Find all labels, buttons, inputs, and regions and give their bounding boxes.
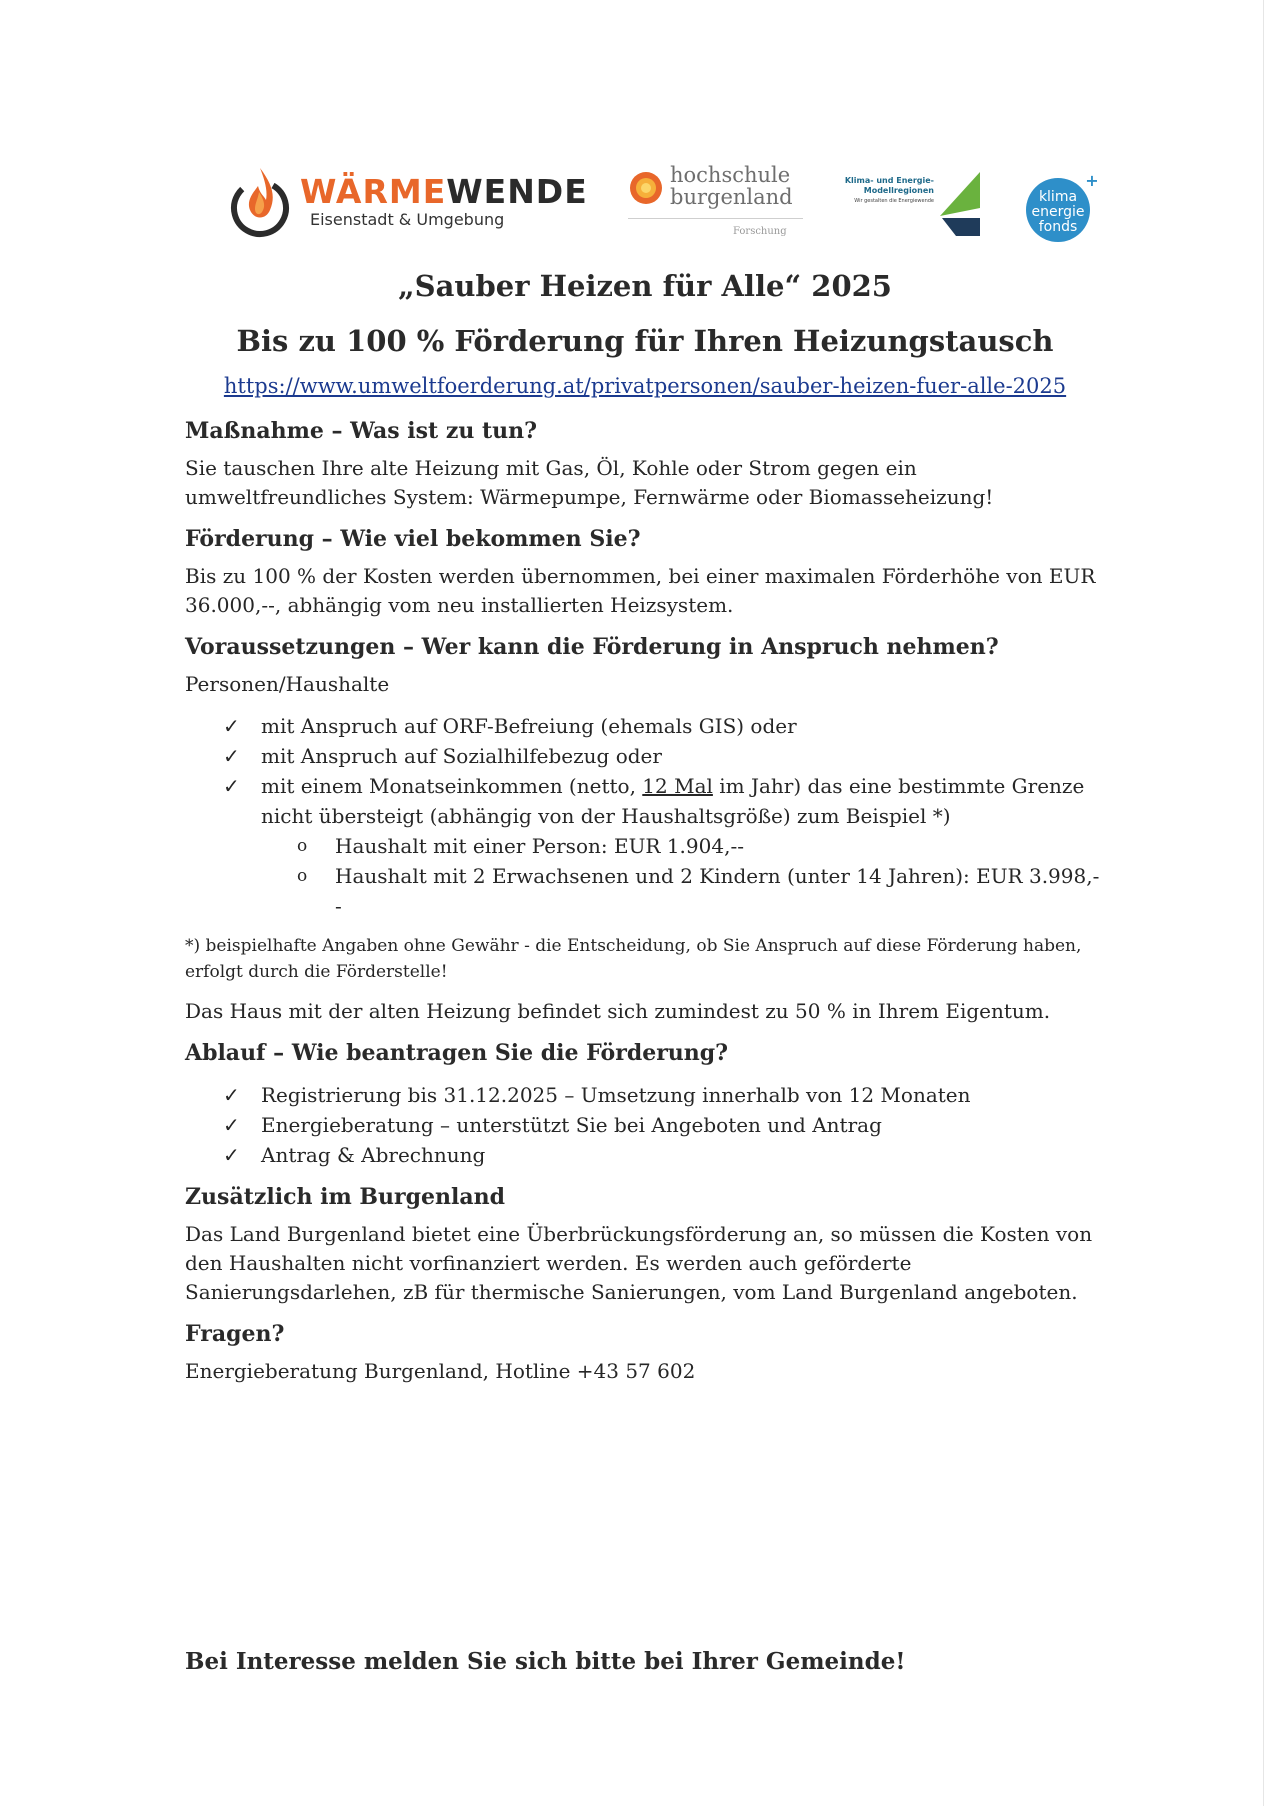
ablauf-step-2: Energieberatung – unterstützt Sie bei Angeboten und Antrag (261, 1113, 882, 1137)
massnahme-heading: Maßnahme – Was ist zu tun? (185, 418, 538, 444)
hochschule-tag: Forschung (733, 226, 787, 237)
hochschule-divider (628, 218, 803, 219)
klimafonds-icon (1022, 168, 1102, 248)
foerderung-text: Bis zu 100 % der Kosten werden übernommen, bei einer maximalen Förderhöhe von EUR 36.000,--, abhängig vom neu installierten Heizsystem. (185, 564, 1096, 617)
klimafonds-line1: klima (1038, 189, 1078, 205)
logo-bar (228, 160, 1108, 250)
checkmark-icon: ✓ (223, 1143, 240, 1167)
disclaimer-note: *) beispielhafte Angaben ohne Gewähr - die Entscheidung, ob Sie Anspruch auf diese Förderung haben, erfolgt durch die Förderstelle! (185, 936, 1082, 982)
list-item (223, 1080, 1105, 1110)
flame-logo-icon (228, 166, 292, 242)
checkmark-icon: ✓ (223, 774, 240, 798)
klimafonds-line3: fonds (1038, 219, 1078, 235)
voraussetzungen-intro: Personen/Haushalte (185, 672, 390, 696)
voraussetzungen-heading: Voraussetzungen – Wer kann die Förderung in Anspruch nehmen? (185, 634, 999, 660)
fragen-text: Energieberatung Burgenland, Hotline +43 57 602 (185, 1359, 696, 1383)
sun-logo-icon (628, 168, 664, 208)
kem-line1: Klima- und Energie- (844, 176, 934, 185)
hochschule-line2: burgenland (670, 185, 793, 209)
page-edge-line (1263, 0, 1264, 1806)
page-subtitle: Bis zu 100 % Förderung für Ihren Heizungstausch (236, 324, 1054, 358)
voraussetzung-3a: mit einem Monatseinkommen (netto, (261, 774, 643, 798)
hochschule-line1: hochschule (670, 163, 791, 187)
document-body (185, 265, 1105, 1386)
voraussetzung-1: mit Anspruch auf ORF-Befreiung (ehemals GIS) oder (261, 714, 797, 738)
eigentum-text: Das Haus mit der alten Heizung befindet sich zumindest zu 50 % in Ihrem Eigentum. (185, 999, 1051, 1023)
ablauf-list (185, 1080, 1105, 1170)
klimafonds-line2: energie (1031, 204, 1085, 220)
kem-logo (822, 170, 982, 240)
footer-callout: Bei Interesse melden Sie sich bitte bei Ihrer Gemeinde! (185, 1648, 906, 1675)
ablauf-step-3: Antrag & Abrechnung (261, 1143, 486, 1167)
voraussetzungen-list (185, 711, 1105, 921)
voraussetzung-3-underlined: 12 Mal (642, 774, 713, 798)
waermewende-title-dark: WENDE (446, 172, 588, 211)
waermewende-subtitle: Eisenstadt & Umgebung (310, 210, 505, 229)
kem-line3: Wir gestalten die Energiewende (854, 198, 934, 204)
waermewende-logo (228, 166, 588, 246)
checkmark-icon: ✓ (223, 714, 240, 738)
circle-bullet-icon: o (297, 836, 308, 856)
voraussetzung-2: mit Anspruch auf Sozialhilfebezug oder (261, 744, 662, 768)
list-item (223, 741, 1105, 771)
svg-text:+: + (1085, 171, 1099, 190)
list-item (223, 1140, 1105, 1170)
waermewende-title-orange: WÄRME (300, 172, 447, 211)
massnahme-text: Sie tauschen Ihre alte Heizung mit Gas, Öl, Kohle oder Strom gegen ein umweltfreundliches System: Wärmepumpe, Fernwärme oder Biomasseheizung! (185, 456, 994, 509)
hochschule-logo (628, 164, 808, 244)
fragen-heading: Fragen? (185, 1321, 285, 1347)
foerderung-link[interactable]: https://www.umweltfoerderung.at/privatpersonen/sauber-heizen-fuer-alle-2025 (223, 374, 1067, 398)
page-title: „Sauber Heizen für Alle“ 2025 (398, 269, 892, 303)
burgenland-heading: Zusätzlich im Burgenland (185, 1184, 505, 1210)
foerderung-heading: Förderung – Wie viel bekommen Sie? (185, 526, 641, 552)
checkmark-icon: ✓ (223, 1113, 240, 1137)
example-list (261, 831, 1105, 921)
kem-line2: Modellregionen (863, 186, 934, 195)
list-item (297, 831, 1105, 861)
example-1: Haushalt mit einer Person: EUR 1.904,-- (335, 834, 744, 858)
circle-bullet-icon: o (297, 866, 308, 886)
voraussetzung-3b: im Jahr) das eine bestimmte Grenze nicht übersteigt (abhängig von der Haushaltsgröße) zum Beispiel *) (261, 774, 1085, 828)
list-item (223, 711, 1105, 741)
list-item (223, 1110, 1105, 1140)
klimafonds-logo (1022, 168, 1102, 248)
list-item (297, 861, 1105, 921)
burgenland-text: Das Land Burgenland bietet eine Überbrückungsförderung an, so müssen die Kosten von den Haushalten nicht vorfinanziert werden. Es werden auch geförderte Sanierungsdarlehen, zB für thermische Sanierungen, vom Land Burgenland angeboten. (185, 1222, 1093, 1304)
checkmark-icon: ✓ (223, 1083, 240, 1107)
kem-shape-icon (936, 170, 984, 240)
checkmark-icon: ✓ (223, 744, 240, 768)
list-item (223, 771, 1105, 921)
ablauf-heading: Ablauf – Wie beantragen Sie die Förderung? (185, 1040, 729, 1066)
ablauf-step-1: Registrierung bis 31.12.2025 – Umsetzung innerhalb von 12 Monaten (261, 1083, 971, 1107)
example-2: Haushalt mit 2 Erwachsenen und 2 Kindern (unter 14 Jahren): EUR 3.998,-- (335, 864, 1100, 918)
